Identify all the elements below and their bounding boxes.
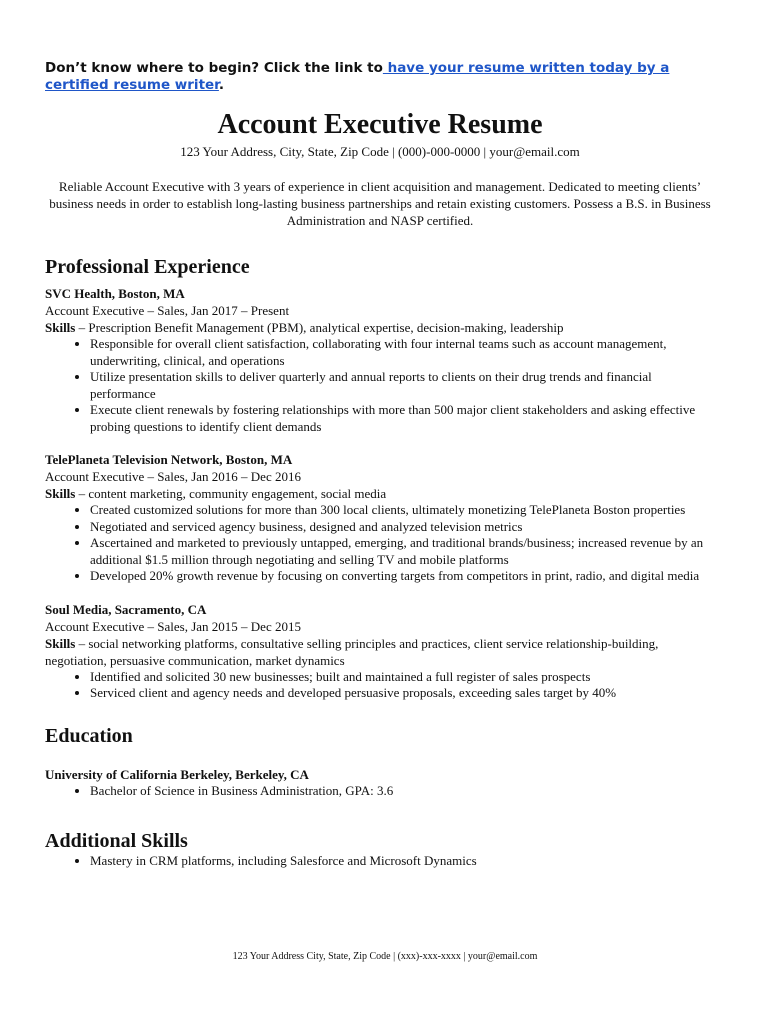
bullet-list <box>45 669 715 702</box>
job-skills <box>45 485 715 502</box>
promo-period: . <box>218 77 225 93</box>
experience-section <box>45 255 715 702</box>
bullet-list <box>45 783 715 800</box>
company: Soul Media, Sacramento, CA <box>45 601 207 617</box>
bullet-list <box>45 853 715 870</box>
resume-writer-link[interactable]: have your resume written today by a certified resume writer <box>45 60 670 93</box>
skills-label: Skills <box>45 320 76 335</box>
bullet-list <box>45 502 715 585</box>
job-role: Account Executive – Sales, Jan 2017 – Present <box>45 303 290 318</box>
skills-label: Skills <box>45 486 76 501</box>
contact-info: 123 Your Address, City, State, Zip Code | (000)-000-0000 | your@email.com <box>180 144 580 159</box>
list-item: • Identified and solicited 30 new businesses; built and maintained a full register of sales prospects <box>90 669 715 686</box>
promo-banner <box>45 60 715 94</box>
promo-text: Don’t know where to begin? Click the link to <box>45 60 383 76</box>
bullet-list <box>45 336 715 435</box>
job-entry <box>45 285 715 435</box>
list-item: • Ascertained and marketed to previously untapped, emerging, and traditional brands/business; increased revenue by an additional $1.5 million through negotiating and selling TV and mobile platforms <box>90 535 715 568</box>
section-heading: Professional Experience <box>45 256 250 278</box>
school: University of California Berkeley, Berkeley, CA <box>45 766 309 782</box>
list-item: • Developed 20% growth revenue by focusing on converting targets from competitors in print, radio, and digital media <box>90 568 715 585</box>
job-entry <box>45 451 715 585</box>
skills-text: – social networking platforms, consultative selling principles and practices, client service relationship-building, negotiation, persuasive communication, market dynamics <box>45 635 659 668</box>
list-item: • Execute client renewals by fostering relationships with more than 500 major client stakeholders and asking effective probing questions to identify client demands <box>90 402 715 435</box>
skills-label: Skills <box>45 635 76 651</box>
list-item: • Mastery in CRM platforms, including Salesforce and Microsoft Dynamics <box>90 853 715 870</box>
job-role: Account Executive – Sales, Jan 2016 – Dec 2016 <box>45 469 301 484</box>
page-footer: 123 Your Address City, State, Zip Code | (xxx)-xxx-xxxx | your@email.com <box>232 951 538 962</box>
list-item: • Created customized solutions for more than 300 local clients, ultimately monetizing TelePlaneta Boston properties <box>90 502 715 519</box>
section-heading: Education <box>45 724 133 747</box>
list-item: • Bachelor of Science in Business Administration, GPA: 3.6 <box>90 783 715 800</box>
resume-title: Account Executive Resume <box>217 109 543 140</box>
company: SVC Health, Boston, MA <box>45 286 185 301</box>
section-heading: Additional Skills <box>45 830 188 852</box>
job-skills <box>45 635 715 669</box>
education-section <box>45 724 715 800</box>
job-role: Account Executive – Sales, Jan 2015 – Dec 2015 <box>45 618 301 634</box>
resume-page <box>45 60 715 870</box>
job-skills <box>45 319 715 336</box>
job-entry <box>45 601 715 702</box>
list-item: • Utilize presentation skills to deliver quarterly and annual reports to clients on their drug trends and financial performance <box>90 369 715 402</box>
list-item: • Responsible for overall client satisfaction, collaborating with four internal teams such as account management, underwriting, clinical, and operations <box>90 336 715 369</box>
list-item: • Serviced client and agency needs and developed persuasive proposals, exceeding sales target by 40% <box>90 685 715 702</box>
company: TelePlaneta Television Network, Boston, MA <box>45 452 293 467</box>
skills-text: – Prescription Benefit Management (PBM), analytical expertise, decision-making, leadership <box>75 320 564 335</box>
summary: Reliable Account Executive with 3 years of experience in client acquisition and management. Dedicated to meeting clients’ business needs in order to establish long-lasting business partnerships and retain existing customers. Possess a B.S. in Business Administration and NASP certified. <box>49 179 711 228</box>
additional-skills-section <box>45 829 715 870</box>
list-item: • Negotiated and serviced agency business, designed and analyzed television metrics <box>90 519 715 536</box>
skills-text: – content marketing, community engagement, social media <box>75 486 387 501</box>
